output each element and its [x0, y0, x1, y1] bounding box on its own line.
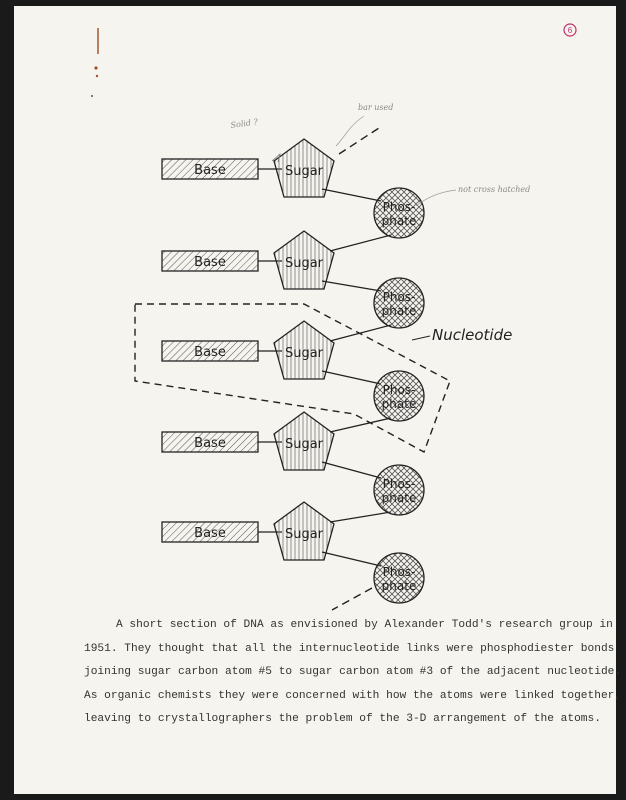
sugar-label: Sugar: [284, 164, 324, 179]
phosphate-label: Phos-: [382, 477, 416, 491]
phosphate-label: Phos-: [382, 383, 416, 397]
page-number: 6: [567, 26, 573, 35]
margin-marks: [91, 28, 98, 97]
phosphate-label: phate: [381, 397, 417, 411]
phosphate-label: Phos-: [382, 565, 416, 579]
caption-line: joining sugar carbon atom #5 to sugar carbon atom #3 of the adjacent nucleotide.: [84, 666, 622, 678]
base-label: Base: [194, 526, 226, 541]
base-label: Base: [194, 163, 226, 178]
sugar-phosphate-bond: [322, 281, 381, 291]
base-label: Base: [194, 345, 226, 360]
phosphate-label: phate: [381, 214, 417, 228]
document-page: [14, 6, 622, 794]
base-label: Base: [194, 436, 226, 451]
sugar-label: Sugar: [284, 346, 324, 361]
base-label: Base: [194, 255, 226, 270]
dna-diagram: [14, 6, 616, 626]
phosphate-sugar-bond: [330, 325, 391, 341]
caption-line: leaving to crystallographers the problem of the 3-D arrangement of the atoms.: [84, 713, 601, 725]
pencil-note-2: bar used: [358, 103, 394, 112]
phosphate-label: phate: [381, 579, 417, 593]
sugar-phosphate-bond: [322, 189, 381, 201]
phosphate-label: Phos-: [382, 290, 416, 304]
figure-caption: [84, 614, 622, 732]
sugar-label: Sugar: [284, 437, 324, 452]
phosphate-label: phate: [381, 304, 417, 318]
sugar-phosphate-bond: [322, 552, 381, 566]
caption-line: A short section of DNA as envisioned by Alexander Todd's research group in: [116, 619, 613, 631]
sugar-label: Sugar: [284, 527, 324, 542]
caption-line: 1951. They thought that all the internucleotide links were phosphodiester bonds: [84, 642, 615, 655]
nucleotide-pointer: [412, 336, 430, 340]
caption-line: As organic chemists they were concerned with how the atoms were linked together,: [84, 689, 622, 702]
pencil-note-3: not cross hatched: [458, 185, 531, 194]
phosphate-label: phate: [381, 491, 417, 505]
phosphate-sugar-bond: [330, 512, 391, 522]
sugar-phosphate-bond: [322, 462, 381, 478]
pencil-arrow-1: [336, 116, 364, 146]
chain-end-bottom: [332, 588, 372, 610]
sugar-label: Sugar: [284, 256, 324, 271]
phosphate-label: Phos-: [382, 200, 416, 214]
phosphate-sugar-bond: [330, 235, 391, 251]
sugar-phosphate-bond: [322, 371, 381, 384]
nucleotide-label: Nucleotide: [432, 326, 513, 344]
chain-end-top: [339, 128, 379, 154]
pencil-note-1: Solid ?: [230, 117, 259, 130]
